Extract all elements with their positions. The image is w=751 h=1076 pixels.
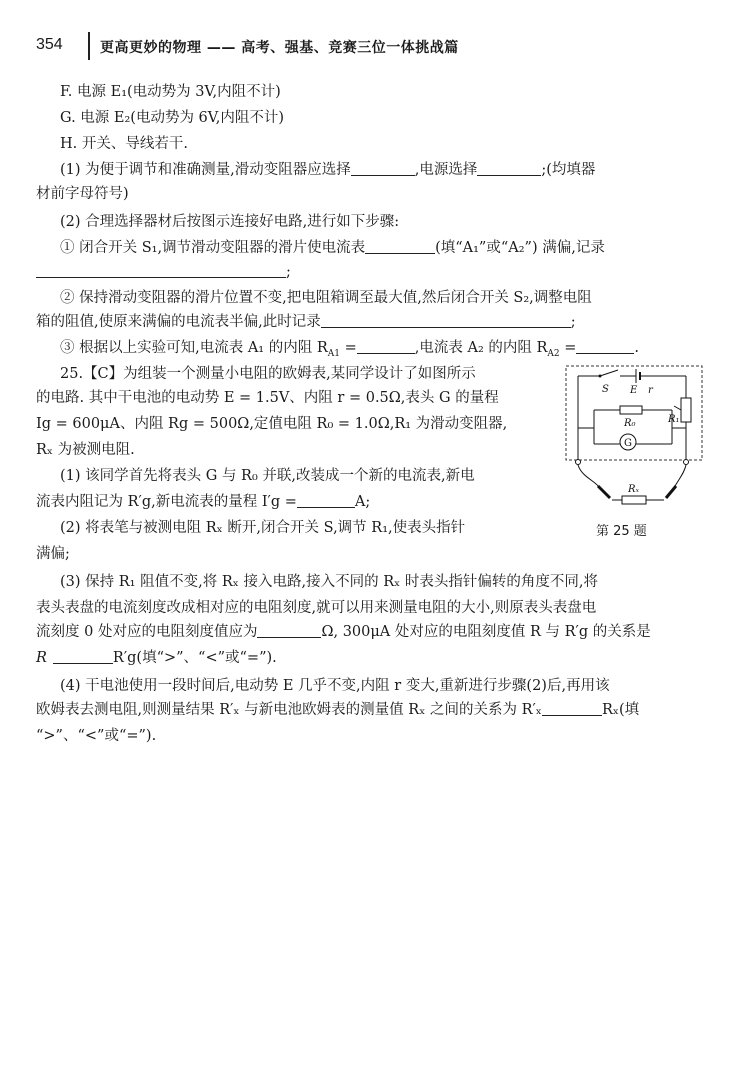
- label-e: E: [630, 385, 638, 396]
- step2-line-cont: 箱的阻值,使原来满偏的电流表半偏,此时记录 ;: [36, 314, 576, 330]
- label-s: S: [602, 384, 609, 395]
- figure-caption: 第 25 题: [596, 524, 647, 539]
- q25-part3-cont: R R′g(填“>”、“<”或“=”).: [36, 650, 277, 666]
- q25-part4: (4) 干电池使用一段时间后,电动势 E 几乎不变,内阻 r 变大,重新进行步骤(2)后,再用该: [60, 678, 610, 694]
- label-r: r: [648, 385, 653, 396]
- q2-intro: (2) 合理选择器材后按图示连接好电路,进行如下步骤:: [60, 214, 400, 230]
- label-g: G: [624, 438, 632, 449]
- q1-line-cont: 材前字母符号): [36, 186, 129, 202]
- probe-right: [666, 486, 676, 498]
- label-rx: Rₓ: [628, 484, 640, 495]
- circuit-diagram: [560, 362, 710, 520]
- probe-left: [598, 486, 610, 498]
- book-title: 更高更妙的物理 —— 高考、强基、竞赛三位一体挑战篇: [100, 40, 459, 56]
- answer-blank[interactable]: [357, 339, 415, 354]
- resistor-r0: [620, 406, 642, 414]
- page-number: 354: [36, 36, 63, 53]
- answer-blank[interactable]: [576, 339, 634, 354]
- q25-title: 25.【C】为组装一个测量小电阻的欧姆表,某同学设计了如图所示: [60, 366, 476, 382]
- answer-blank[interactable]: [297, 493, 355, 508]
- answer-blank[interactable]: [542, 701, 602, 716]
- label-r1: R₁: [668, 414, 680, 425]
- q25-part4-cont: “>”、“<”或“=”).: [36, 728, 157, 744]
- q25-part2: (2) 将表笔与被测电阻 Rₓ 断开,闭合开关 S,调节 R₁,使表头指针: [60, 520, 466, 536]
- switch-s: [600, 370, 618, 376]
- option-h: H. 开关、导线若干.: [60, 136, 188, 152]
- step3-line: ③ 根据以上实验可知,电流表 A₁ 的内阻 $R_{A1}$ = ,电流表 A₂ 的内阻 $R_{A2}$ = .: [60, 340, 639, 359]
- q25-part1-cont: 流表内阻记为 R′g,新电流表的量程 I′g = A;: [36, 494, 371, 510]
- header-divider: [88, 32, 90, 60]
- step1-line-cont: ;: [36, 262, 291, 282]
- q25-part4-cont: 欧姆表去测电阻,则测量结果 R′ₓ 与新电池欧姆表的测量值 Rₓ 之间的关系为 R′ₓ Rₓ(填: [36, 702, 640, 718]
- q25-part2-cont: 满偏;: [36, 546, 70, 562]
- rheostat-r1: [681, 398, 691, 422]
- answer-blank[interactable]: [365, 239, 435, 254]
- q25-part3-cont: 表头表盘的电流刻度改成相对应的电阻刻度,就可以用来测量电阻的大小,则原表头表盘电: [36, 600, 597, 616]
- label-r0: R₀: [624, 418, 636, 429]
- q1-line: (1) 为便于调节和准确测量,滑动变阻器应选择 ,电源选择 ;(均填器: [60, 162, 596, 178]
- option-f: F. 电源 E₁(电动势为 3V,内阻不计): [60, 84, 281, 100]
- q25-part1: (1) 该同学首先将表头 G 与 R₀ 并联,改装成一个新的电流表,新电: [60, 468, 475, 484]
- answer-blank[interactable]: [257, 623, 321, 638]
- option-g: G. 电源 E₂(电动势为 6V,内阻不计): [60, 110, 284, 126]
- q25-part3: (3) 保持 R₁ 阻值不变,将 Rₓ 接入电路,接入不同的 Rₓ 时表头指针偏转的角度不同,将: [60, 574, 598, 590]
- q25-line: Ig = 600μA、内阻 Rg = 500Ω,定值电阻 R₀ = 1.0Ω,R₁ 为滑动变阻器,: [36, 416, 508, 432]
- answer-blank[interactable]: [36, 263, 286, 278]
- q25-line: Rₓ 为被测电阻.: [36, 442, 135, 458]
- step2-line: ② 保持滑动变阻器的滑片位置不变,把电阻箱调至最大值,然后闭合开关 S₂,调整电阻: [60, 290, 592, 306]
- answer-blank[interactable]: [351, 161, 415, 176]
- answer-blank[interactable]: [321, 313, 571, 328]
- resistor-rx: [622, 496, 646, 504]
- answer-blank[interactable]: [477, 161, 541, 176]
- q25-part3-cont: 流刻度 0 处对应的电阻刻度值应为 Ω, 300μA 处对应的电阻刻度值 R 与 R′g 的关系是: [36, 624, 651, 640]
- step1-line: ① 闭合开关 S₁,调节滑动变阻器的滑片使电流表 (填“A₁”或“A₂”) 满偏,记录: [60, 240, 605, 256]
- answer-blank[interactable]: [53, 649, 113, 664]
- q25-line: 的电路. 其中干电池的电动势 E = 1.5V、内阻 r = 0.5Ω,表头 G 的量程: [36, 390, 499, 406]
